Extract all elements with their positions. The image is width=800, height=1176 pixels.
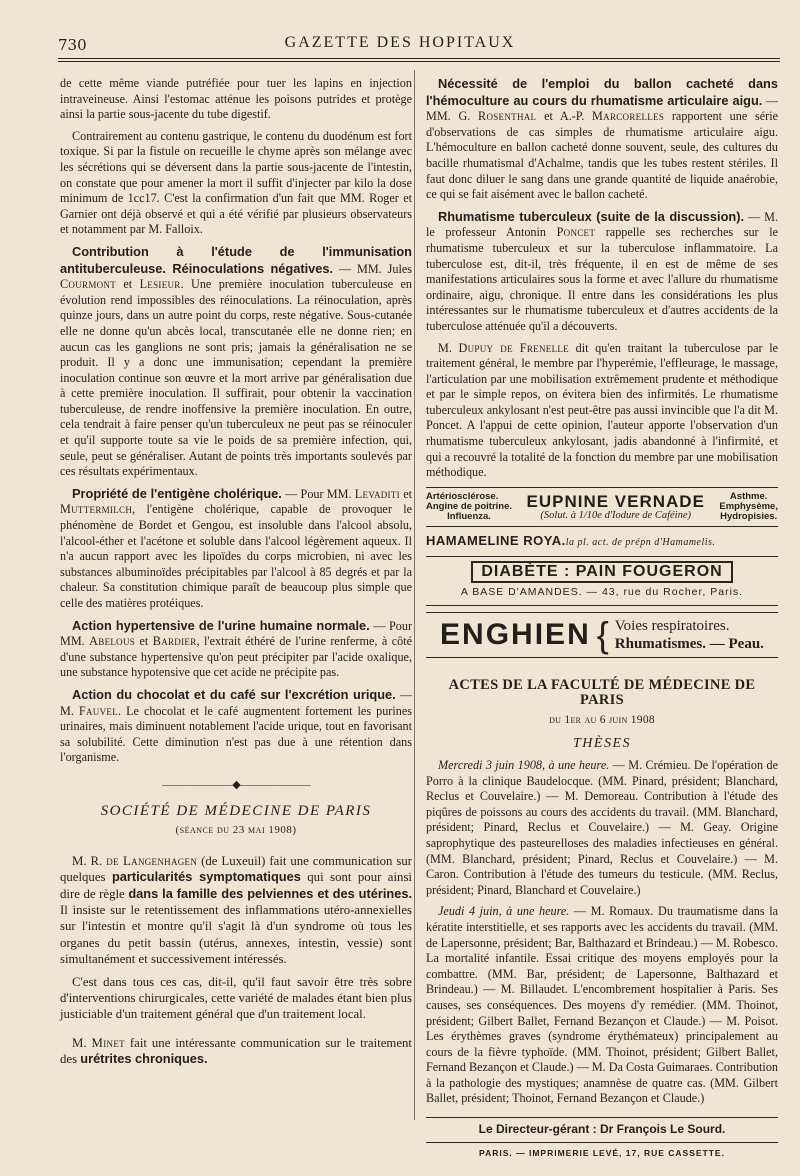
printer-line: PARIS. — IMPRIMERIE LEVÉ, 17, RUE CASSETTE. [426, 1142, 778, 1162]
article-urine: Action hypertensive de l'urine humaine normale. — Pour MM. Abelous et Bardier, l'extrait éthéré de l'urine renferme, à côté d'une substance hypertensive qu'on peut précipiter par l'acide oxalique, une substance hypotensive que cet acide ne précipite pas. [60, 617, 413, 680]
society-communication: M. Minet fait une intéressante communication sur le traitement des urétrites chroniques. [60, 1035, 412, 1067]
author: Bardier [152, 634, 197, 649]
author: Rosenthal [478, 109, 537, 124]
session-date: (séance du 23 mai 1908) [175, 824, 297, 837]
left-column [60, 76, 412, 1074]
author: Muttermilch [60, 502, 133, 517]
article-entigene: Propriété de l'entigène cholérique. — Pour MM. Levaditi et Muttermilch, l'entigène cholérique, capable de provoquer le phénomène de Bordet et Gengou, est insoluble dans l'alcool absolu, l'alcool-éther et l'acétone et soluble dans l'alcool légèrement aqueux. Il n'a aucun rapport avec les lipoïdes du corps microbien, ni avec les substances albuminoïdes précipitables par l'alcool à 85 degrés et par la chaleur. Sa constitution chimique paraît de beaucoup plus simple que celle des matières protéiques. [60, 485, 413, 610]
article-title: Action hypertensive de l'urine humaine normale. [72, 617, 370, 633]
header-rule [58, 58, 780, 59]
header-rule-2 [58, 61, 780, 62]
author: Minet [91, 1035, 125, 1050]
ad-enghien: ENGHIEN { Voies respiratoires. Rhumatismes. — Peau. [426, 612, 778, 658]
author: Abelous [89, 634, 136, 649]
author: Dupuy de Frenelle [458, 340, 569, 355]
author: Fauvel [78, 703, 118, 718]
faculty-dates: du 1er au 6 juin 1908 [549, 713, 655, 726]
column-divider [414, 70, 415, 1120]
society-heading: SOCIÉTÉ DE MÉDECINE DE PARIS [100, 802, 372, 819]
ad-hamameline: HAMAMELINE ROYA.la pl. act. de prépn d'Hamamelis. [426, 532, 716, 548]
article-ballon: Nécessité de l'emploi du ballon cacheté dans l'hémoculture au cours du rhumatisme articulaire aigu. — MM. G. Rosenthal et A.-P. Marcorelles rapportent une série d'observations de cas simples de rhumatisme articulaire aigu. L'hémoculture en ballon cacheté donne souvent, seule, des cultures du bacille rhumatismal d'Achalme, tandis que les tubes restent stériles. Il faut donc diluer le sang dans une grande quantité de liquide anaérobie, ce qui se fait aisément avec le ballon cacheté. [426, 76, 778, 202]
author: Marcorelles [592, 109, 665, 124]
theses-day: Mercredi 3 juin 1908, à une heure. — M. Crémieu. De l'opération de Porro à la clinique Baudelocque. (MM. Pinard, président; Blanchard, Reclus et Couvelaire.) — M. Demoreau. Contribution à l'étude des piqûres de poissons au cours des accidents du travail. (MM. Blanchard, président; Pinard, Reclus et Couvelaire.) — M. Geay. Origine saprophytique des pasteurelloses des maladies infectieuses en général. (MM. Blanchard, président; Pinard, Reclus et Couvelaire.) — M. Caron. Contribution à l'étude des tumeurs du testicule. (MM. Reclus, président; Pinard, Blanchard et Couvelaire.) [426, 758, 779, 897]
author: Lesieur [139, 277, 181, 292]
paragraph: M. Dupuy de Frenelle dit qu'en traitant la tuberculose par le traitement général, le membre par l'hyperémie, l'effleurage, le massage, l'articulation par une mobilisation extrêmement prudente et méthodique et par le simple repos, on évitera bien des infirmités. Le rhumatisme tuberculeux ankylosant n'est peut-être pas aussi invincible que l'a dit M. Poncet. A l'appui de cette opinion, l'auteur apporte l'observation d'un rhumatisme tuberculeux ankylosant, jadis abandonné à l'infirmité, et qui a recouvré la totalité de la fonction du membre par une mobilisation méthodique. [426, 340, 778, 480]
paragraph: de cette même viande putréfiée pour tuer les lapins en injection intraveineuse. Ainsi l'estomac atténue les poisons putrides et protège ainsi la partie sous-jacente du tube digestif. [60, 76, 412, 122]
article-title: Rhumatisme tuberculeux (suite de la discussion). [438, 208, 745, 224]
author: Courmont [60, 277, 117, 292]
article-title: Action du chocolat et du café sur l'excrétion urique. [72, 686, 396, 702]
article-title: Contribution à l'étude de l'immunisation antituberculeuse. Réinoculations négatives. [60, 243, 412, 276]
article-title: Nécessité de l'emploi du ballon cacheté dans l'hémoculture au cours du rhumatisme articulaire aigu. [426, 76, 778, 108]
paragraph: Contrairement au contenu gastrique, le contenu du duodénum est fort toxique. Si par la fistule on recueille le chyme après son mélange avec les sécrétions qui se déversent dans la partie sous-jacente de l'intestin, on constate que pour amener la mort il suffit d'injecter par kilo la dose minimum de 1cc17. C'est la confirmation d'un fait que MM. Roger et Garnier ont déjà observé et qui a été vérifié par plusieurs observateurs et notamment par M. Falloix. [60, 128, 412, 237]
theses-heading: THÈSES [573, 736, 631, 752]
running-title: GAZETTE DES HOPITAUX [284, 34, 516, 51]
article-rhumatisme: Rhumatisme tuberculeux (suite de la discussion). — M. le professeur Antonin Poncet rappelle ses recherches sur le rhumatisme tuberculeux et sur la tuberculose inflammatoire. La tuberculose est, dit-il, très fréquente, il en est de même de ses manifestations articulaires sous la forme et avec l'allure du rhumatisme ordinaire, aigu, chronique. Il entre dans les considérations les plus intéressantes sur le rhumatisme tuberculeux et d'autres accidents de la tuberculose atténuée qu'il a découverts. [426, 208, 778, 333]
faculty-heading: ACTES DE LA FACULTÉ DE MÉDECINE DE PARIS [448, 676, 756, 709]
theses-day: Jeudi 4 juin, à une heure. — M. Romaux. Du traumatisme dans la kératite interstitielle, et ses rapports avec les accidents du travail. (MM. de Lapersonne, président; Bar, Balthazard et Brindeau.) — M. Robesco. La mortalité infantile. Essai critique des moyens employés pour la combattre. (MM. Bar, président; de Lapersonne, Balthazard et Brindeau.) — M. Billaudet. L'encombrement hospitalier à Paris. Ses causes, ses conséquences. Des moyens d'y remédier. (MM. Thoinot, président; Gilbert Ballet, Fernand Bezançon et Claude.) — M. Poisot. Les érythèmes graves (syndrome érythémateux) principalement au cours de la fièvre typhoïde. (MM. Thoinot, président; Gilbert Ballet, Fernand Bezançon et Claude.) — M. Da Costa Guimaraes. Contribution à la pathologie des mystiques; anamnèse de quatre cas. (MM. Gilbert Ballet, président; Thoinot, Fernand Bezançon et Claude.) [426, 904, 779, 1106]
director-line: Le Directeur-gérant : Dr François Le Sourd. [426, 1117, 778, 1138]
author: de Langenhagen [106, 853, 198, 868]
right-column [426, 76, 778, 1161]
article-immunisation: Contribution à l'étude de l'immunisation antituberculeuse. Réinoculations négatives. — MM. Jules Courmont et Lesieur. Une première inoculation tuberculeuse en évolution rend impossibles des réinoculations. La réinoculation, après quinze jours, dans un autre point du corps, reste négative. Sous-cutanée elle ne donne qu'un abcès local, transcutanée elle ne donne rien; en aucun cas les ganglions ne sont pris; jamais la généralisation ne se produit. Il y a donc une immunisation; cependant la première inoculation continue son œuvre et la mort arrive par généralisation due à cette première inoculation. Il suffirait, pour obtenir la vaccination tuberculeuse, de rendre inoffensive la première inoculation. En outre, cela tendrait à faire penser qu'un tuberculeux ne peut pas se réinoculer et qu'il supporte toute sa vie le poids de sa première infection, qui, seule, peut se généraliser. Autant de points très importants soulevés par ces résultats expérimentaux. [60, 243, 413, 479]
article-chocolat: Action du chocolat et du café sur l'excrétion urique. — M. Fauvel. Le chocolat et le café augmentent fortement les purines urinaires, mais diminuent notablement l'acide urique, tout en favorisant sa solubilité. Cette diminution n'est pas due à une rétention dans l'organisme. [60, 686, 412, 765]
ad-diabete: DIABÈTE : PAIN FOUGERON A BASE D'AMANDES. — 43, rue du Rocher, Paris. [426, 556, 778, 605]
author: Levaditi [354, 486, 400, 501]
article-title: Propriété de l'entigène cholérique. [72, 485, 282, 501]
society-communication: M. R. de Langenhagen (de Luxeuil) fait une communication sur quelques particularités symptomatiques qui sont pour ainsi dire de règle dans la famille des pelviennes et des utérines. Il insiste sur le retentissement des inflammations utéro-annexielles sur l'intestin et montre qu'il s'agit là d'un syndrome où tous les organes du petit bassin (utérus, annexes, intestin, vessie) sont simultanément et successivement intéressés. [60, 853, 412, 967]
author: Poncet [556, 225, 596, 240]
ad-eupnine: Artériosclérose. Angine de poitrine. Influenza. EUPNINE VERNADE (Solut. à 1/10e d'Iodure de Caféine) Asthme. Emphysème, Hydropisies. [426, 487, 778, 527]
ornament-divider: ———————◆——————— [162, 778, 310, 791]
ad-brand: EUPNINE VERNADE [526, 491, 705, 511]
paragraph: C'est dans tous ces cas, dit-il, qu'il faut savoir être très sobre d'interventions chirurgicales, cette variété de malades étant bien plus justiciable d'un traitement général que d'un traitement local. [60, 974, 412, 1022]
page-number: 730 [58, 36, 87, 54]
